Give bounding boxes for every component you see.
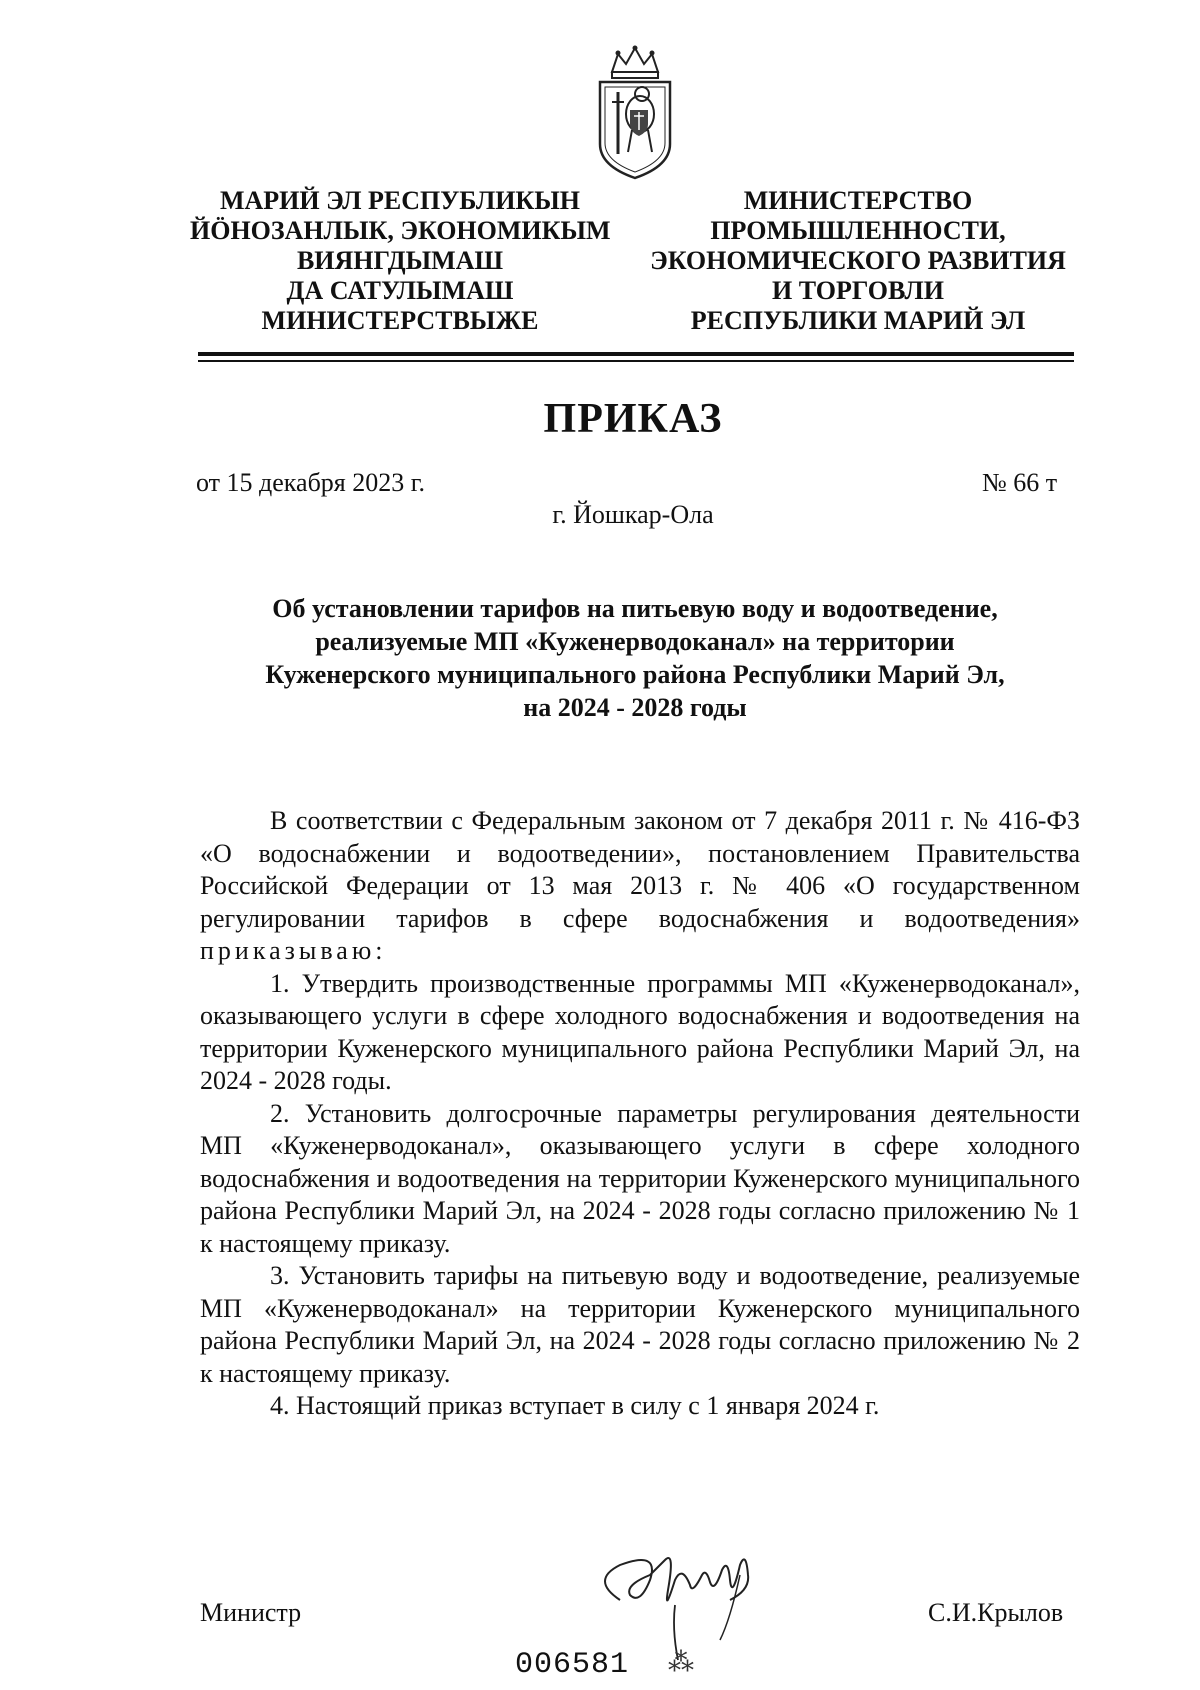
preamble-paragraph <box>200 805 1080 968</box>
order-item: 3. Установить тарифы на питьевую воду и водоотведение, реализуемые МП «Куженерводоканал» на территории Куженерского муниципального района Республики Марий Эл, на 2024 - 2028 годы согласно приложению № 2 к настоящему приказу. <box>200 1261 1080 1388</box>
document-city: г. Йошкар-Ола <box>552 500 714 529</box>
order-item: 4. Настоящий приказ вступает в силу с 1 января 2024 г. <box>270 1391 880 1420</box>
subject-line: реализуемые МП «Куженерводоканал» на территории <box>315 627 955 656</box>
signatory-position: Министр <box>200 1598 302 1627</box>
document-serial-number: 006581 <box>515 1648 630 1682</box>
header-left-line: ДА САТУЛЫМАШ <box>286 276 514 305</box>
document-subject <box>200 592 1070 724</box>
header-right-line: МИНИСТЕРСТВО <box>743 186 973 215</box>
preamble-text: В соответствии с Федеральным законом от 7 декабря 2011 г. № 416-ФЗ «О водоснабжении и водоотведении», постановлением Правительства Российской Федерации от 13 мая 2013 г. № 406 «О государственном регулировании тарифов в сфере водоснабжения и водоотведения» <box>200 806 1080 933</box>
coat-of-arms-emblem <box>590 44 680 184</box>
subject-line: Куженерского муниципального района Республики Марий Эл, <box>265 660 1005 689</box>
subject-line: на 2024 - 2028 годы <box>523 693 747 722</box>
order-item: 2. Установить долгосрочные параметры регулирования деятельности МП «Куженерводоканал», оказывающего услуги в сфере холодного водоснабжения и водоотведения на территории Куженерского муниципального района Республики Марий Эл, на 2024 - 2028 годы согласно приложению № 1 к настоящему приказу. <box>200 1098 1080 1258</box>
header-left-line: МАРИЙ ЭЛ РЕСПУБЛИКЫН <box>219 186 581 215</box>
header-right-line: ЭКОНОМИЧЕСКОГО РАЗВИТИЯ <box>650 246 1066 275</box>
header-left-line: ВИЯНГДЫМАШ <box>296 246 504 275</box>
document-body <box>200 805 1080 1423</box>
header-left-line: МИНИСТЕРСТВЫЖЕ <box>261 306 539 335</box>
signatory-name: С.И.Крылов <box>928 1598 1064 1627</box>
header-right-line: И ТОРГОВЛИ <box>772 276 944 305</box>
header-divider-thick <box>198 352 1074 356</box>
header-left-block <box>190 186 610 336</box>
document-type-title: ПРИКАЗ <box>543 396 723 442</box>
serial-mark: ⁂ <box>668 1648 694 1677</box>
header-right-line: РЕСПУБЛИКИ МАРИЙ ЭЛ <box>690 306 1026 335</box>
header-right-line: ПРОМЫШЛЕННОСТИ, <box>710 216 1006 245</box>
header-divider-thin <box>198 360 1074 362</box>
document-date: от 15 декабря 2023 г. <box>196 468 425 497</box>
order-item: 1. Утвердить производственные программы МП «Куженерводоканал», оказывающего услуги в сфере холодного водоснабжения и водоотведения на территории Куженерского муниципального района Республики Марий Эл, на 2024 - 2028 годы. <box>200 968 1080 1095</box>
document-number: № 66 т <box>982 468 1058 497</box>
subject-line: Об установлении тарифов на питьевую воду и водоотведение, <box>272 594 998 623</box>
header-left-line: ЙӦНОЗАНЛЫК, ЭКОНОМИКЫМ <box>190 216 611 245</box>
header-right-block <box>638 186 1078 336</box>
command-word: приказываю: <box>200 936 387 965</box>
